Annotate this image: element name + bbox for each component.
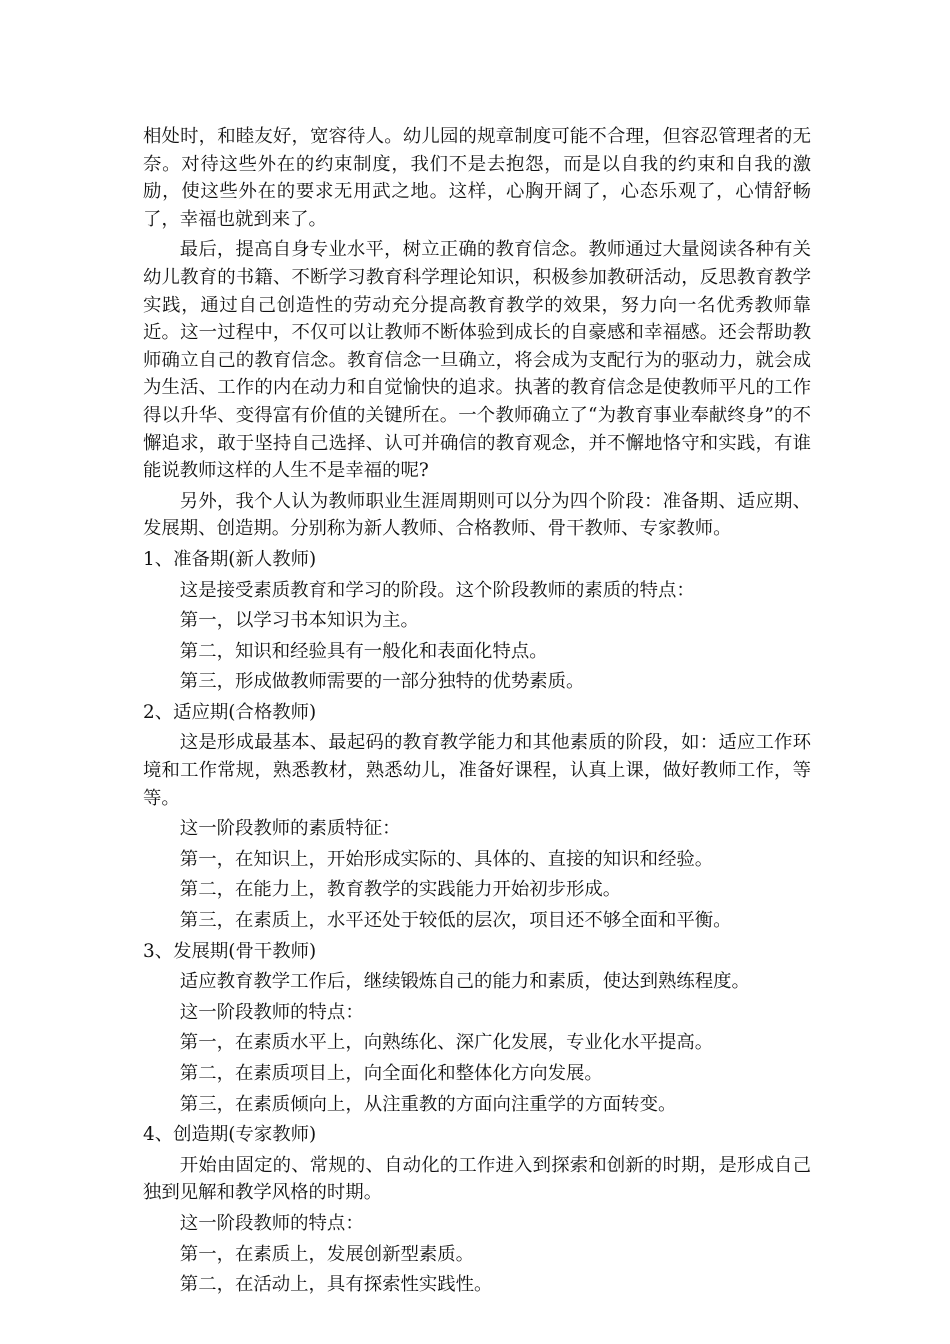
stage-3-point-2: 第二，在素质项目上，向全面化和整体化方向发展。	[179, 1063, 603, 1084]
stage-1-intro: 这是接受素质教育和学习的阶段。这个阶段教师的素质的特点：	[179, 579, 695, 601]
stage-3-section	[143, 938, 811, 1119]
stage-4-point-2: 第二，在活动上，具有探索性实践性。	[179, 1274, 493, 1296]
stage-1-heading: 1、准备期(新人教师)	[143, 548, 317, 570]
stage-4-heading: 4、创造期(专家教师)	[143, 1124, 317, 1146]
paragraph-harmony: 相处时，和睦友好，宽容待人。幼儿园的规章制度可能不合理，但容忍管理者的无奈。对待这些外在的约束制度，我们不是去抱怨，而是以自我的约束和自我的激励，使这些外在的要求无用武之地。这样，心胸开阔了，心态乐观了，心情舒畅了，幸福也就到来了。	[143, 126, 811, 230]
stage-2-heading: 2、适应期(合格教师)	[143, 701, 317, 723]
stage-1-point-3: 第三，形成做教师需要的一部分独特的优势素质。	[179, 671, 585, 693]
stage-2-point-1: 第一，在知识上，开始形成实际的、具体的、直接的知识和经验。	[179, 848, 714, 870]
stage-2-lead: 这一阶段教师的素质特征：	[179, 818, 401, 840]
paragraph-career-stages: 另外，我个人认为教师职业生涯周期则可以分为四个阶段：准备期、适应期、发展期、创造期。分别称为新人教师、合格教师、骨干教师、专家教师。	[143, 490, 811, 540]
stage-3-heading: 3、发展期(骨干教师)	[143, 940, 317, 962]
stage-2-point-2: 第二，在能力上，教育教学的实践能力开始初步形成。	[179, 879, 622, 901]
stage-4-lead: 这一阶段教师的特点：	[179, 1212, 364, 1234]
paragraph-professional-level: 最后，提高自身专业水平，树立正确的教育信念。教师通过大量阅读各种有关幼儿教育的书籍、不断学习教育科学理论知识，积极参加教研活动，反思教育教学实践，通过自己创造性的劳动充分提高教育教学的效果，努力向一名优秀教师靠近。这一过程中，不仅可以让教师不断体验到成长的自豪感和幸福感。还会帮助教师确立自己的教育信念。教育信念一旦确立，将会成为支配行为的驱动力，就会成为生活、工作的内在动力和自觉愉快的追求。执著的教育信念是使教师平凡的工作得以升华、变得富有价值的关键所在。一个教师确立了“为教育事业奉献终身”的不懈追求，敢于坚持自己选择、认可并确信的教育观念，并不懈地恪守和实践，有谁能说教师这样的人生不是幸福的呢?	[143, 239, 811, 482]
stage-3-lead: 这一阶段教师的特点：	[179, 1001, 364, 1023]
stage-3-intro: 适应教育教学工作后，继续锻炼自己的能力和素质，使达到熟练程度。	[179, 971, 750, 993]
document-body	[143, 123, 811, 1302]
stage-3-point-3: 第三，在素质倾向上，从注重教的方面向注重学的方面转变。	[179, 1093, 677, 1115]
stage-2-section	[143, 699, 811, 935]
stage-1-point-2: 第二，知识和经验具有一般化和表面化特点。	[179, 640, 548, 662]
stage-2-intro: 这是形成最基本、最起码的教育教学能力和其他素质的阶段，如：适应工作环境和工作常规，熟悉教材，熟悉幼儿，准备好课程，认真上课，做好教师工作，等等。	[143, 732, 811, 809]
stage-4-point-1: 第一，在素质上，发展创新型素质。	[179, 1243, 475, 1265]
stage-1-section	[143, 546, 811, 696]
stage-4-intro: 开始由固定的、常规的、自动化的工作进入到探索和创新的时期，是形成自己独到见解和教学风格的时期。	[143, 1154, 811, 1204]
stage-2-point-3: 第三，在素质上，水平还处于较低的层次，项目还不够全面和平衡。	[179, 910, 732, 932]
stage-1-point-1: 第一，以学习书本知识为主。	[179, 610, 419, 632]
stage-4-section	[143, 1121, 811, 1299]
stage-3-point-1: 第一，在素质水平上，向熟练化、深广化发展，专业化水平提高。	[179, 1032, 714, 1054]
